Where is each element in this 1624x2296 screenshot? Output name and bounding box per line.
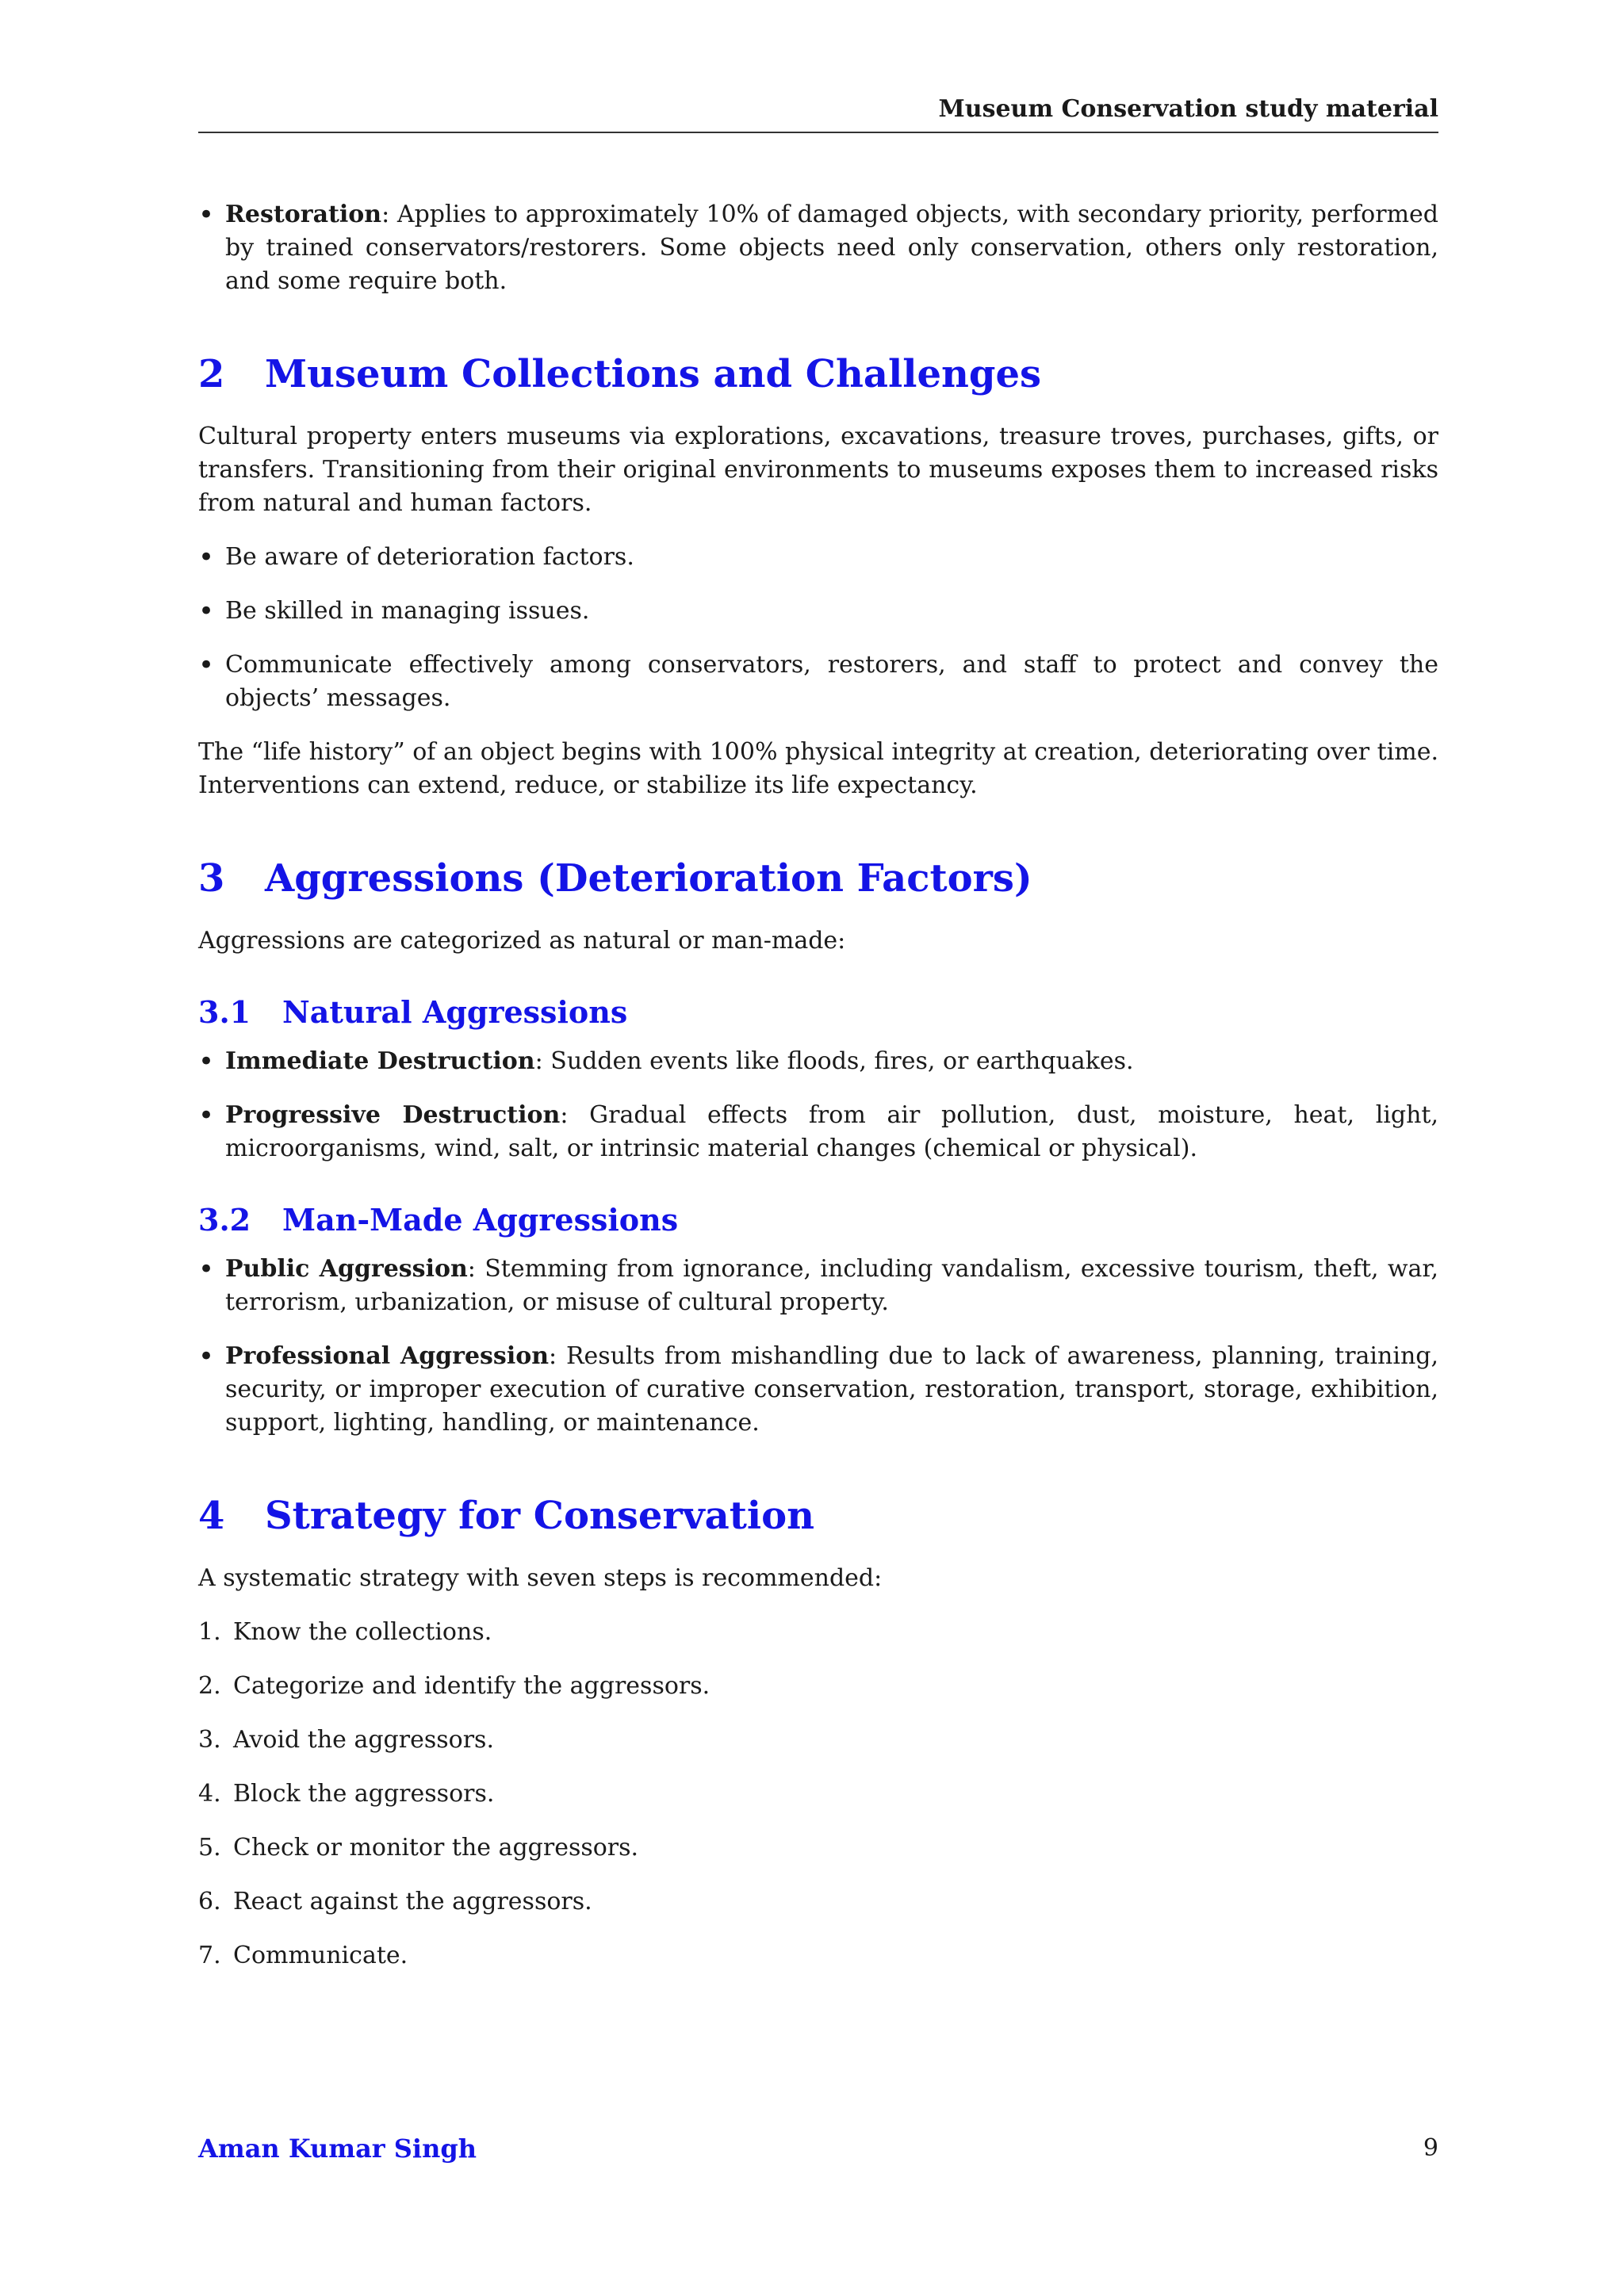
page-content xyxy=(198,198,1438,1993)
paragraph: Cultural property enters museums via explorations, excavations, treasure troves, purchases, gifts, or transfers. Transitioning from their original environments to museums exposes them to increased risks from natural and human factors. xyxy=(198,423,1438,517)
list-number: 7. xyxy=(198,1942,221,1969)
list-item xyxy=(198,198,1438,298)
section-title: Aggressions (Deterioration Factors) xyxy=(265,856,1032,901)
list-item-text: : Applies to approximately 10% of damaged objects, with secondary priority, performed by trained conservators/restorers. Some objects need only conservation, others only restoration, and some require both. xyxy=(225,201,1438,295)
list-item xyxy=(198,1045,1438,1078)
list-item xyxy=(198,1777,1438,1811)
list-item-text: : Sudden events like floods, fires, or earthquakes. xyxy=(534,1047,1134,1075)
list-number: 2. xyxy=(198,1672,221,1700)
list-item-text: Avoid the aggressors. xyxy=(233,1726,494,1754)
section-title: Strategy for Conservation xyxy=(265,1494,815,1538)
list-item-text: React against the aggressors. xyxy=(233,1888,592,1915)
list-item: • Be skilled in managing issues. xyxy=(198,595,1438,628)
bullet-list xyxy=(198,1045,1438,1165)
subsection-title: Natural Aggressions xyxy=(282,994,628,1030)
list-item-text: Block the aggressors. xyxy=(233,1780,495,1808)
list-item-text: Communicate. xyxy=(233,1942,408,1969)
section-heading-4 xyxy=(198,1492,1438,1540)
list-item-text: : Gradual effects from air pollution, dust, moisture, heat, light, microorganisms, wind, salt, or intrinsic material changes (chemical or physical). xyxy=(225,1101,1438,1162)
section-number: 2 xyxy=(198,352,225,396)
list-item xyxy=(198,1885,1438,1919)
list-item xyxy=(198,1616,1438,1649)
running-header xyxy=(198,94,1438,133)
header-title: Museum Conservation study material xyxy=(938,95,1438,123)
list-item: • Communicate effectively among conservators, restorers, and staff to protect and convey the objects’ messages. xyxy=(198,649,1438,715)
list-number: 1. xyxy=(198,1618,221,1646)
list-item xyxy=(198,1724,1438,1757)
footer-author: Aman Kumar Singh xyxy=(198,2133,477,2164)
section-title: Museum Collections and Challenges xyxy=(265,352,1042,396)
list-item-text: Know the collections. xyxy=(233,1618,492,1646)
section-heading-2 xyxy=(198,350,1438,398)
list-item xyxy=(198,1099,1438,1165)
list-item-text: : Results from mishandling due to lack of awareness, planning, training, security, or improper execution of curative conservation, restoration, transport, storage, exhibition, support, lighting, handling, or maintenance. xyxy=(225,1342,1439,1437)
subsection-heading-3-1 xyxy=(198,993,1438,1032)
list-number: 6. xyxy=(198,1888,221,1915)
list-item-term: Immediate Destruction xyxy=(225,1047,535,1075)
list-item-text: : Stemming from ignorance, including vandalism, excessive tourism, theft, war, terrorism, urbanization, or misuse of cultural property. xyxy=(225,1255,1438,1316)
paragraph: A systematic strategy with seven steps is recommended: xyxy=(198,1564,883,1592)
list-number: 4. xyxy=(198,1780,221,1808)
numbered-list xyxy=(198,1616,1438,1973)
section-heading-3 xyxy=(198,855,1438,902)
list-item-term: Public Aggression xyxy=(225,1255,468,1283)
page-number: 9 xyxy=(1423,2134,1438,2162)
list-item-term: Restoration xyxy=(225,201,382,228)
list-number: 5. xyxy=(198,1834,221,1862)
bullet-list xyxy=(198,1253,1438,1440)
list-item-text: Check or monitor the aggressors. xyxy=(233,1834,639,1862)
subsection-number: 3.1 xyxy=(198,994,251,1030)
list-item xyxy=(198,1939,1438,1973)
list-item xyxy=(198,1670,1438,1703)
paragraph: The “life history” of an object begins with 100% physical integrity at creation, deteriorating over time. Interventions can extend, reduce, or stabilize its life expectancy. xyxy=(198,738,1438,799)
intro-list xyxy=(198,198,1438,298)
section-number: 3 xyxy=(198,856,225,901)
bullet-list xyxy=(198,541,1438,715)
list-item xyxy=(198,1253,1438,1319)
list-item-text: Categorize and identify the aggressors. xyxy=(233,1672,710,1700)
section-number: 4 xyxy=(198,1494,225,1538)
paragraph: Aggressions are categorized as natural or man-made: xyxy=(198,927,846,955)
subsection-number: 3.2 xyxy=(198,1202,251,1238)
list-number: 3. xyxy=(198,1726,221,1754)
list-item: • Be aware of deterioration factors. xyxy=(198,541,1438,574)
subsection-title: Man-Made Aggressions xyxy=(282,1202,679,1238)
subsection-heading-3-2 xyxy=(198,1200,1438,1240)
list-item xyxy=(198,1340,1438,1440)
list-item xyxy=(198,1831,1438,1865)
list-item-term: Professional Aggression xyxy=(225,1342,550,1370)
list-item-term: Progressive Destruction xyxy=(225,1101,561,1129)
